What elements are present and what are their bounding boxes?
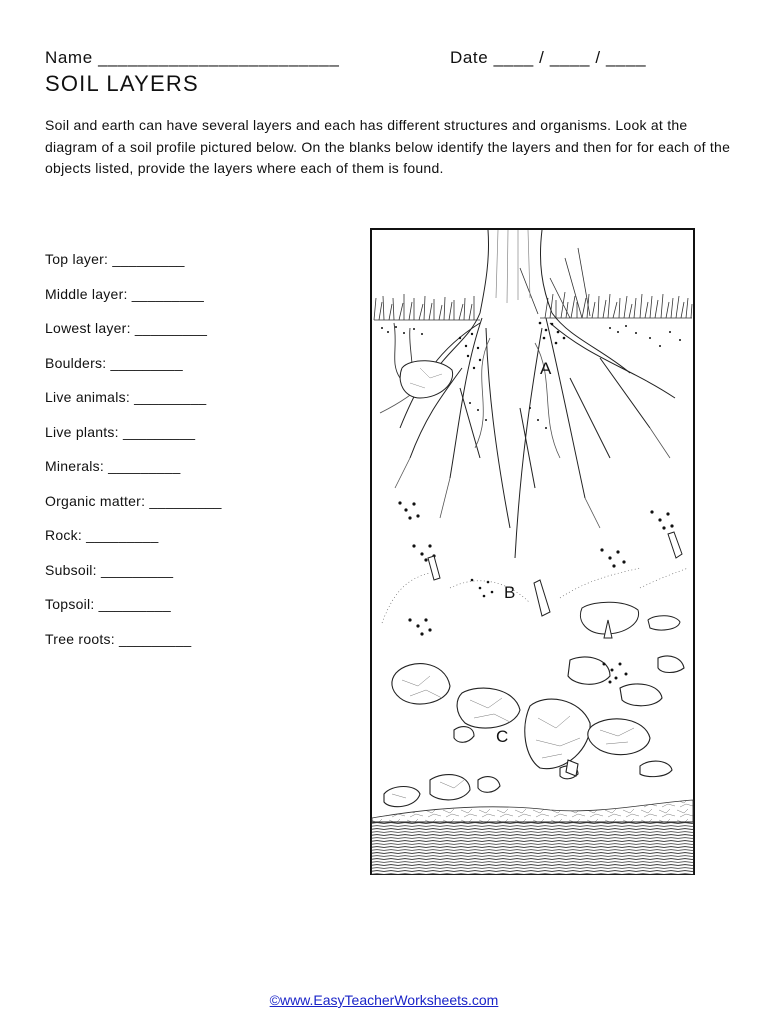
- bedrock: [372, 800, 693, 874]
- layer-label-c: C: [496, 727, 509, 746]
- diagram-frame: [371, 229, 694, 874]
- question-boulders[interactable]: Boulders: _________: [45, 354, 183, 371]
- footer-link[interactable]: ©www.EasyTeacherWorksheets.com: [269, 992, 499, 1008]
- page-title: SOIL LAYERS: [45, 71, 199, 96]
- question-top-layer[interactable]: Top layer: _________: [45, 251, 185, 267]
- footer: [0, 992, 768, 1008]
- question-tree-roots[interactable]: Tree roots: _________: [45, 630, 192, 647]
- soil-profile-diagram: [370, 228, 695, 875]
- question-live-plants[interactable]: Live plants: _________: [45, 423, 196, 440]
- question-live-animals[interactable]: Live animals: _________: [45, 389, 207, 405]
- date-field[interactable]: Date ____ / ____ / ____: [450, 48, 647, 67]
- intro-paragraph: Soil and earth can have several layers and each has different structures and organisms. Look at the diagram of a soil profile pictured below. On the blanks below identify the layers and then for for each of the objects listed, provide the layers where each of them is found.: [45, 117, 731, 176]
- question-minerals[interactable]: Minerals: _________: [45, 458, 181, 474]
- layer-label-b: B: [504, 583, 516, 602]
- question-rock[interactable]: Rock: _________: [45, 527, 159, 543]
- question-subsoil[interactable]: Subsoil: _________: [45, 561, 174, 578]
- question-middle-layer[interactable]: Middle layer: _________: [45, 285, 205, 302]
- question-topsoil[interactable]: Topsoil: _________: [45, 596, 171, 612]
- layer-label-a: A: [540, 359, 552, 378]
- question-lowest-layer[interactable]: Lowest layer: _________: [45, 320, 208, 336]
- header-row: [45, 48, 725, 70]
- question-list: [45, 250, 222, 664]
- name-field[interactable]: Name ________________________: [45, 48, 340, 67]
- question-organic-matter[interactable]: Organic matter: _________: [45, 492, 222, 509]
